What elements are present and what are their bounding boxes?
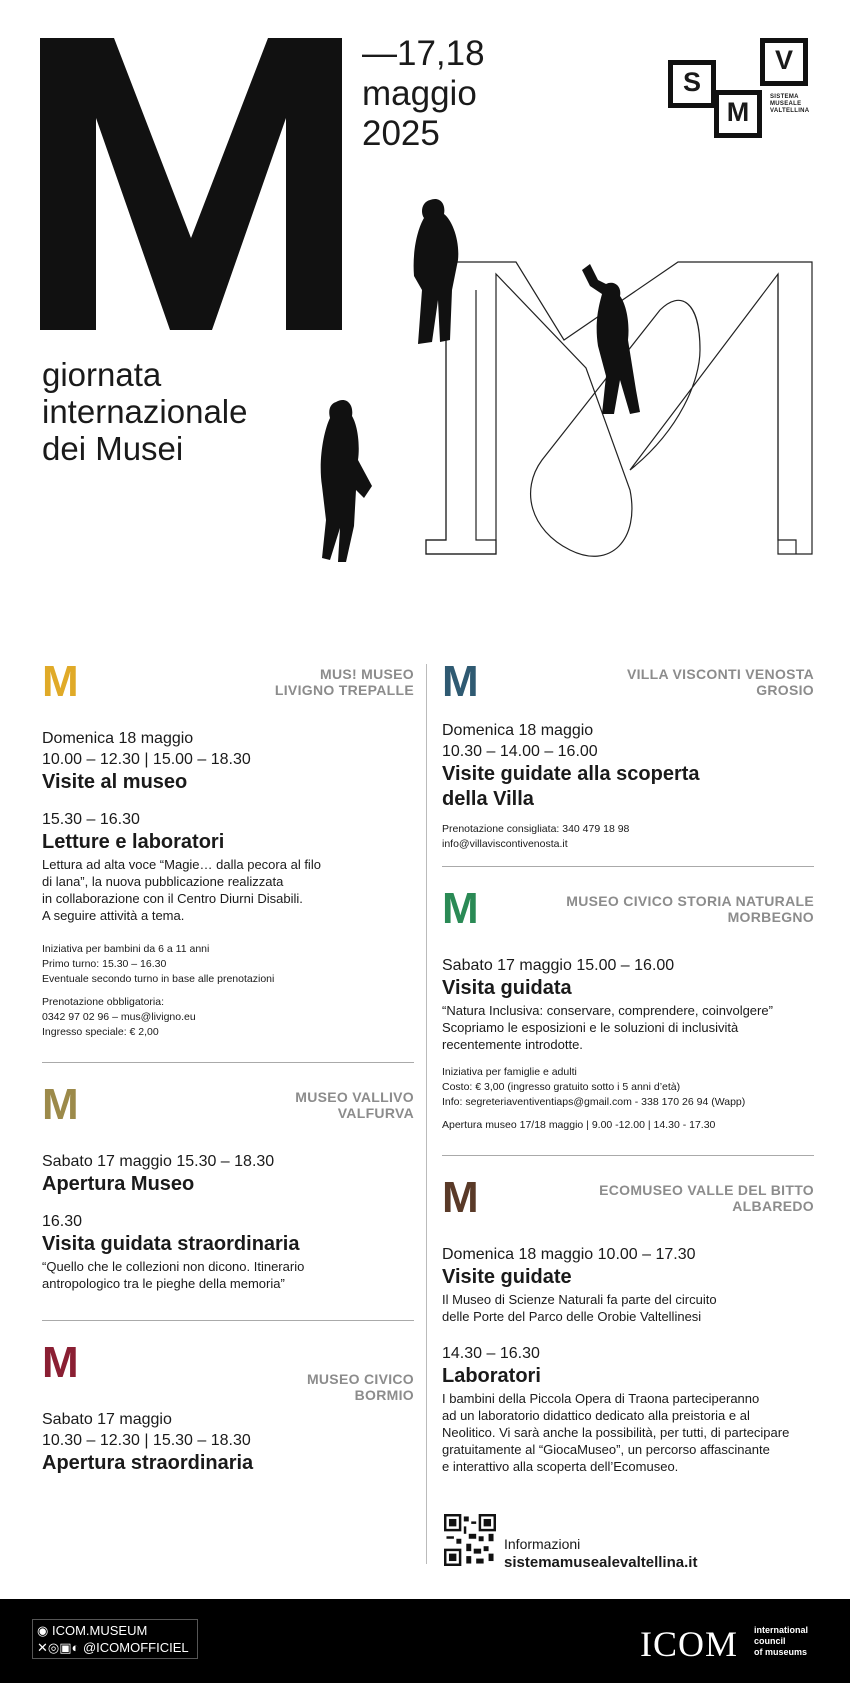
event-block-valfurva <box>42 1080 414 1292</box>
event-title: Visite al museo <box>42 771 188 793</box>
event-time: 10.30 – 14.00 – 16.00 <box>442 743 598 760</box>
m-icon: M <box>42 657 79 706</box>
social-handles <box>32 1619 198 1659</box>
event-subtitle: giornata internazionale dei Musei <box>42 356 248 467</box>
event-block-bormio <box>42 1338 414 1476</box>
footer <box>0 1599 850 1683</box>
event-notes: Iniziativa per famiglie e adulti Costo: € 3,00 (ingresso gratuito sotto i 5 anni d’età) Info: segreteriaventiventiaps@gmail.com - 338 170 26 94 (Wapp) <box>442 1066 746 1108</box>
big-m-logo <box>40 38 342 330</box>
event-title: Visite guidate <box>442 1266 572 1288</box>
m-icon: M <box>442 657 479 706</box>
column-divider <box>426 664 427 1564</box>
event-time: 10.30 – 12.30 | 15.30 – 18.30 <box>42 1432 251 1449</box>
event-block-morbegno <box>442 884 814 1133</box>
event-description: Il Museo di Scienze Naturali fa parte del circuito delle Porte del Parco delle Orobie Valtellinesi <box>442 1292 717 1324</box>
event-date: Sabato 17 maggio 15.30 – 18.30 <box>42 1153 275 1170</box>
left-column <box>42 657 414 1476</box>
section-divider <box>442 866 814 867</box>
event-description: Lettura ad alta voce “Magie… dalla pecora al filo di lana”, la nuova pubblicazione realizzata in collaborazione con il Centro Diurni Disabili. A seguire attività a tema. <box>42 857 321 923</box>
section-divider <box>42 1320 414 1321</box>
info-url[interactable]: sistemamusealevaltellina.it <box>504 1554 698 1571</box>
m-icon: M <box>442 1173 479 1222</box>
globe-icon: ◉ <box>37 1623 52 1638</box>
event-description: “Quello che le collezioni non dicono. Itinerario antropologico tra le pieghe della memoria” <box>42 1259 305 1291</box>
event-description: I bambini della Piccola Opera di Traona parteciperanno ad un laboratorio didattico dedicato alla preistoria e al Neolitico. Vi sarà anche la possibilità, per tutti, di partecipare gratuitamente al “GiocaMuseo”, un percorso affascinante e interattivo alla scoperta dell’Ecomuseo. <box>442 1391 790 1474</box>
event-title: Visite guidate alla scoperta della Villa <box>442 763 700 810</box>
event-date: Domenica 18 maggio <box>442 722 594 739</box>
event-block-livigno <box>42 657 414 1040</box>
event-booking: Prenotazione obbligatoria: 0342 97 02 96 – mus@livigno.eu Ingresso speciale: € 2,00 <box>42 996 196 1038</box>
section-divider <box>42 1062 414 1063</box>
m-icon: M <box>442 884 479 933</box>
section-divider <box>442 1155 814 1156</box>
qr-code-icon[interactable] <box>444 1514 496 1566</box>
event-date: Domenica 18 maggio 10.00 – 17.30 <box>442 1246 696 1263</box>
event-date: Sabato 17 maggio 15.00 – 16.00 <box>442 957 675 974</box>
smv-m: M <box>714 90 762 138</box>
m-icon: M <box>42 1080 79 1129</box>
m-icon: M <box>42 1338 79 1387</box>
event-title: Visita guidata straordinaria <box>42 1233 300 1255</box>
venue-name: MUSEO CIVICO STORIA NATURALE MORBEGNO <box>566 893 814 925</box>
event-block-grosio <box>442 657 814 852</box>
social-icons: ✕◎▣◐ <box>37 1640 83 1655</box>
info-label: Informazioni <box>504 1536 581 1552</box>
icom-tagline: international council of museums <box>754 1625 809 1657</box>
poster-header <box>0 0 850 620</box>
event-dates: —17,18 maggio 2025 <box>362 34 485 153</box>
event-time: 14.30 – 16.30 <box>442 1345 540 1362</box>
event-time: 15.30 – 16.30 <box>42 811 140 828</box>
right-column <box>442 657 814 1475</box>
venue-name: MUSEO CIVICO BORMIO <box>306 1371 414 1403</box>
venue-name: MUSEO VALLIVO VALFURVA <box>295 1089 414 1121</box>
event-notes: Iniziativa per bambini da 6 a 11 anni Primo turno: 15.30 – 16.30 Eventuale secondo turno in base alle prenotazioni <box>42 943 275 985</box>
icom-logo: ICOM <box>640 1624 739 1664</box>
event-booking: Prenotazione consigliata: 340 479 18 98 info@villaviscontivenosta.it <box>442 823 630 850</box>
event-time: 10.00 – 12.30 | 15.00 – 18.30 <box>42 751 251 768</box>
event-title: Letture e laboratori <box>42 831 225 853</box>
smv-logo <box>668 38 812 138</box>
venue-name: ECOMUSEO VALLE DEL BITTO ALBAREDO <box>599 1182 814 1214</box>
icom-website[interactable]: ICOM.MUSEUM <box>51 1623 148 1638</box>
event-block-albaredo <box>442 1173 814 1475</box>
event-title: Visita guidata <box>442 977 572 999</box>
event-date: Domenica 18 maggio <box>42 730 194 747</box>
event-date: Sabato 17 maggio <box>42 1411 172 1428</box>
icom-social-handle[interactable]: @ICOMOFFICIEL <box>82 1640 189 1655</box>
venue-name: MUS! MUSEO LIVIGNO TREPALLE <box>274 666 414 698</box>
event-description: “Natura Inclusiva: conservare, comprendere, coinvolgere” Scopriamo le esposizioni e le soluzioni di inclusività recentemente introdotte. <box>442 1003 773 1052</box>
event-time: 16.30 <box>42 1213 83 1230</box>
smv-v: V <box>760 38 808 86</box>
museum-illustration <box>300 190 820 610</box>
event-title: Apertura Museo <box>42 1173 195 1195</box>
museum-hours: Apertura museo 17/18 maggio | 9.00 -12.00 | 14.30 - 17.30 <box>442 1119 716 1131</box>
event-title: Laboratori <box>442 1365 541 1387</box>
venue-name: VILLA VISCONTI VENOSTA GROSIO <box>626 666 814 698</box>
info-block <box>504 1535 697 1572</box>
smv-text: SISTEMA MUSEALE VALTELLINA <box>770 94 810 114</box>
event-title: Apertura straordinaria <box>42 1452 254 1474</box>
smv-s: S <box>668 60 716 108</box>
